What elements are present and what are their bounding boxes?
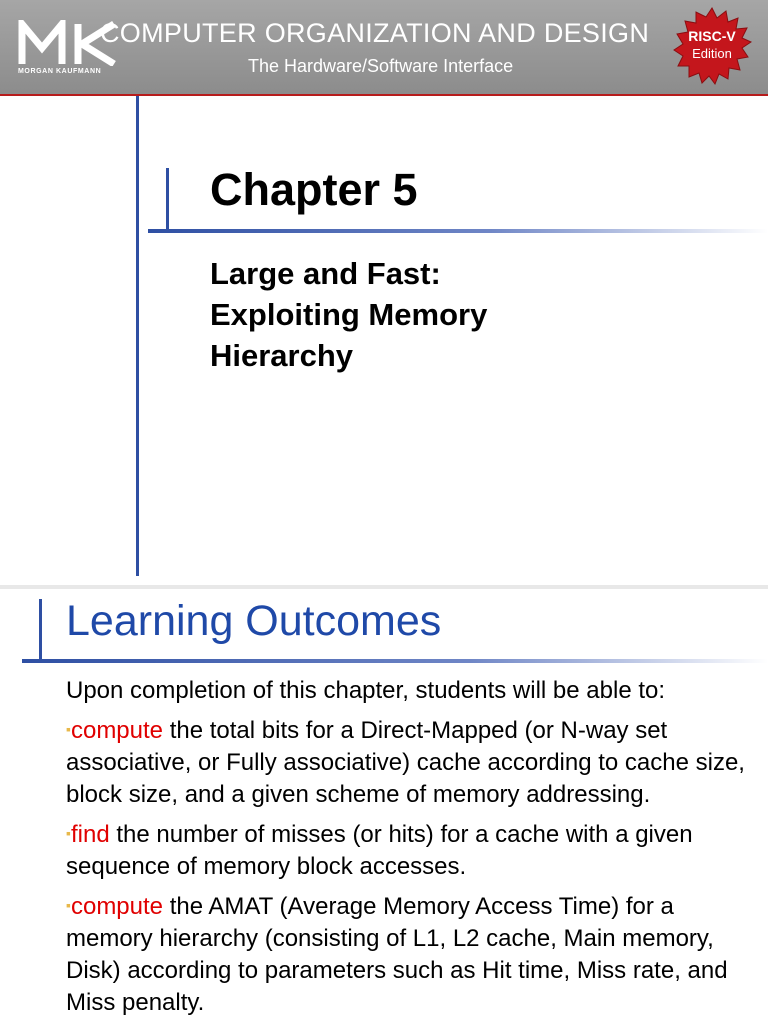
badge-label-edition: Edition (692, 46, 732, 61)
book-subtitle: The Hardware/Software Interface (248, 56, 514, 76)
outcome-item (66, 713, 766, 811)
slide-title: Learning Outcomes (66, 597, 442, 645)
outcome-text: the total bits for a Direct-Mapped (or N-way set associative, or Fully associative) cache according to cache size, block size, and a given scheme of memory addressing. (66, 717, 745, 808)
chapter-subtitle (210, 253, 710, 376)
chapter-title: Chapter 5 (210, 164, 418, 215)
outcomes-intro: Upon completion of this chapter, students will be able to: (66, 677, 666, 704)
logo-caption: MORGAN KAUFMANN (18, 68, 102, 75)
badge-label-riscv: RISC-V (688, 28, 736, 44)
outcome-keyword: find (70, 821, 110, 848)
header-bar (0, 0, 768, 96)
outcome-text: the AMAT (Average Memory Access Time) for a memory hierarchy (consisting of L1, L2 cache, Main memory, Disk) according to parameters such as Hit time, Miss rate, and Miss penalty. (66, 893, 728, 1016)
title-underline-rule (148, 229, 768, 233)
bullet-square-icon: ▪ (66, 825, 71, 841)
title-accent-rule (39, 599, 42, 663)
chapter-subtitle-line: Hierarchy (210, 338, 354, 373)
title-accent-rule (166, 168, 169, 230)
outcome-keyword: compute (70, 893, 164, 920)
bullet-square-icon: ▪ (66, 721, 71, 737)
chapter-subtitle-line: Exploiting Memory (210, 297, 488, 332)
bullet-square-icon: ▪ (66, 897, 71, 913)
chapter-subtitle-line: Large and Fast: (210, 256, 441, 291)
outcome-keyword: compute (70, 717, 164, 744)
outcome-text: the number of misses (or hits) for a cache with a given sequence of memory block accesses. (66, 821, 693, 880)
title-underline-rule (22, 659, 768, 663)
learning-outcomes-slide (0, 589, 768, 1024)
outcomes-body (66, 675, 766, 1025)
vertical-rule (136, 96, 139, 576)
outcome-item (66, 889, 766, 1019)
outcome-item (66, 817, 766, 883)
book-title: COMPUTER ORGANIZATION AND DESIGN (100, 18, 650, 48)
